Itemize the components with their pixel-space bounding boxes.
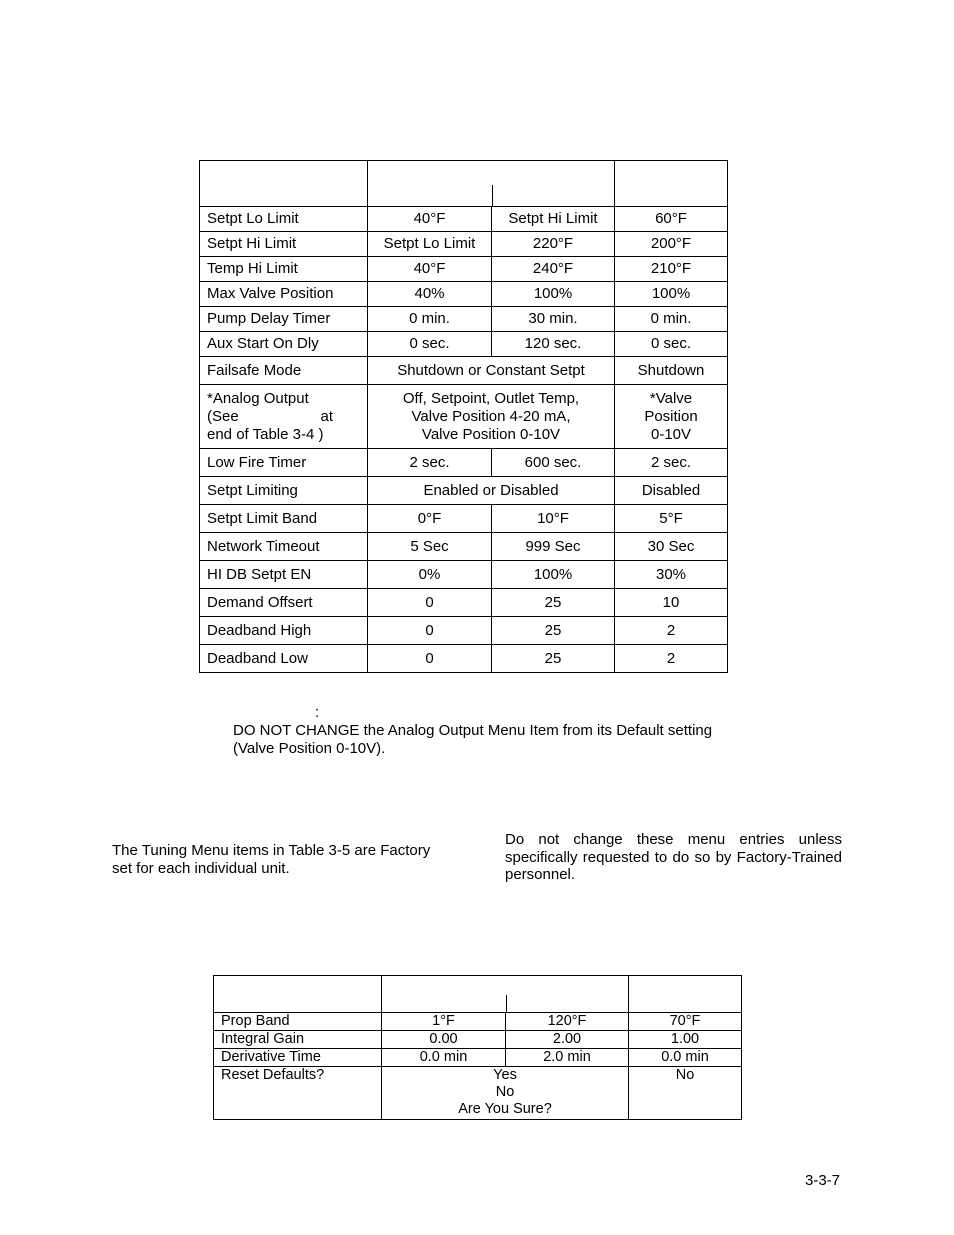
range-line: Off, Setpoint, Outlet Temp, — [402, 389, 580, 407]
cell-item: HI DB Setpt EN — [200, 561, 368, 589]
table-row — [214, 1013, 742, 1031]
table-header-row — [200, 161, 728, 207]
cell-default: 1.00 — [629, 1031, 742, 1049]
cell-max: Setpt Hi Limit — [492, 207, 615, 232]
cell-item: Derivative Time — [214, 1049, 382, 1067]
table-3-4 — [199, 160, 728, 673]
table-row — [200, 282, 728, 307]
cell-item: Pump Delay Timer — [200, 307, 368, 332]
option-yes: Yes — [493, 1067, 517, 1083]
cell-default — [615, 385, 728, 449]
option-are-you-sure: Are You Sure? — [458, 1101, 552, 1117]
cell-item: Setpt Lo Limit — [200, 207, 368, 232]
cell-default: Disabled — [615, 477, 728, 505]
cell-default: 0 min. — [615, 307, 728, 332]
cell-item: Deadband Low — [200, 645, 368, 673]
cell-item: Demand Offsert — [200, 589, 368, 617]
see-text: (See — [207, 407, 239, 425]
cell-min: 0 sec. — [368, 332, 492, 357]
cell-min: 1°F — [382, 1013, 506, 1031]
cell-default: 100% — [615, 282, 728, 307]
cell-item: Low Fire Timer — [200, 449, 368, 477]
table-row — [200, 257, 728, 282]
table-row — [214, 1031, 742, 1049]
cell-item: Aux Start On Dly — [200, 332, 368, 357]
cell-range: Enabled or Disabled — [368, 477, 615, 505]
cell-range — [368, 385, 615, 449]
table-row — [200, 385, 728, 449]
cell-max: 100% — [492, 561, 615, 589]
cell-default: Shutdown — [615, 357, 728, 385]
range-line: Valve Position 4-20 mA, — [411, 407, 571, 425]
cell-min: 0 — [368, 617, 492, 645]
cell-min: 40% — [368, 282, 492, 307]
table-row — [200, 232, 728, 257]
cell-min: 0.00 — [382, 1031, 506, 1049]
cell-max: 10°F — [492, 505, 615, 533]
default-line: Position — [644, 407, 698, 425]
cell-min: 0 — [368, 645, 492, 673]
cell-min: 5 Sec — [368, 533, 492, 561]
cell-max: 600 sec. — [492, 449, 615, 477]
header-cell — [214, 976, 382, 1013]
table-3-5 — [213, 975, 742, 1120]
cell-default: 60°F — [615, 207, 728, 232]
cell-item: Prop Band — [214, 1013, 382, 1031]
cell-min: Setpt Lo Limit — [368, 232, 492, 257]
cell-max: 30 min. — [492, 307, 615, 332]
cell-default: 2 — [615, 617, 728, 645]
table-row — [200, 589, 728, 617]
end-of-table-text: end of Table 3-4 ) — [207, 425, 324, 443]
cell-item: Integral Gain — [214, 1031, 382, 1049]
cell-item: Failsafe Mode — [200, 357, 368, 385]
cell-item — [200, 385, 368, 449]
cell-default: 30 Sec — [615, 533, 728, 561]
cell-default: 0 sec. — [615, 332, 728, 357]
cell-max: 120 sec. — [492, 332, 615, 357]
cell-item: Setpt Limit Band — [200, 505, 368, 533]
note-line-2: (Valve Position 0-10V). — [233, 740, 386, 757]
option-no: No — [495, 1084, 515, 1100]
table-header-row — [214, 976, 742, 1013]
analog-see-note — [207, 408, 367, 426]
cell-item: Setpt Hi Limit — [200, 232, 368, 257]
cell-min: 40°F — [368, 207, 492, 232]
note-line-1: DO NOT CHANGE the Analog Output Menu Item from its Default setting — [233, 722, 713, 739]
header-cell — [200, 161, 368, 207]
cell-default: 30% — [615, 561, 728, 589]
cell-item: Network Timeout — [200, 533, 368, 561]
cell-default: 5°F — [615, 505, 728, 533]
cell-min: 40°F — [368, 257, 492, 282]
table-row — [214, 1049, 742, 1067]
cell-max: 25 — [492, 617, 615, 645]
cell-max: 2.0 min — [506, 1049, 629, 1067]
header-cell — [629, 976, 742, 1013]
cell-min: 0.0 min — [382, 1049, 506, 1067]
cell-default: 2 — [615, 645, 728, 673]
table-row — [214, 1067, 742, 1120]
header-cell — [382, 976, 629, 1013]
table-row — [200, 357, 728, 385]
cell-max: 25 — [492, 589, 615, 617]
cell-default: 10 — [615, 589, 728, 617]
header-cell — [368, 161, 615, 207]
cell-min: 0% — [368, 561, 492, 589]
table-row — [200, 645, 728, 673]
cell-default: 200°F — [615, 232, 728, 257]
cell-max: 240°F — [492, 257, 615, 282]
default-line: *Valve — [649, 389, 693, 407]
analog-output-label: *Analog Output — [207, 389, 309, 407]
cell-default: No — [629, 1067, 742, 1120]
cell-max: 120°F — [506, 1013, 629, 1031]
cell-default: 210°F — [615, 257, 728, 282]
table-row — [200, 617, 728, 645]
note-colon: : — [315, 704, 320, 721]
cell-default: 2 sec. — [615, 449, 728, 477]
default-line: 0-10V — [650, 425, 692, 443]
cell-min: 0 — [368, 589, 492, 617]
cell-default: 0.0 min — [629, 1049, 742, 1067]
header-cell — [615, 161, 728, 207]
caution-paragraph: Do not change these menu entries unless specifically requested to do so by Factory-Trained personnel. — [505, 831, 842, 883]
cell-max: 100% — [492, 282, 615, 307]
table-row — [200, 207, 728, 232]
at-text: at — [320, 407, 333, 425]
table-row — [200, 332, 728, 357]
cell-item: Deadband High — [200, 617, 368, 645]
table-row — [200, 449, 728, 477]
cell-range: Shutdown or Constant Setpt — [368, 357, 615, 385]
cell-item: Setpt Limiting — [200, 477, 368, 505]
cell-max: 2.00 — [506, 1031, 629, 1049]
table-row — [200, 561, 728, 589]
cell-max: 25 — [492, 645, 615, 673]
table-row — [200, 533, 728, 561]
cell-min: 0 min. — [368, 307, 492, 332]
page-number: 3-3-7 — [805, 1172, 841, 1189]
cell-min: 0°F — [368, 505, 492, 533]
cell-default: 70°F — [629, 1013, 742, 1031]
tuning-paragraph: The Tuning Menu items in Table 3-5 are Factory set for each individual unit. — [112, 842, 431, 877]
cell-range — [382, 1067, 629, 1120]
range-line: Valve Position 0-10V — [421, 425, 561, 443]
cell-max: 999 Sec — [492, 533, 615, 561]
cell-max: 220°F — [492, 232, 615, 257]
table-row — [200, 477, 728, 505]
cell-item: Max Valve Position — [200, 282, 368, 307]
cell-min: 2 sec. — [368, 449, 492, 477]
table-row — [200, 307, 728, 332]
cell-item: Reset Defaults? — [214, 1067, 382, 1120]
cell-item: Temp Hi Limit — [200, 257, 368, 282]
table-row — [200, 505, 728, 533]
